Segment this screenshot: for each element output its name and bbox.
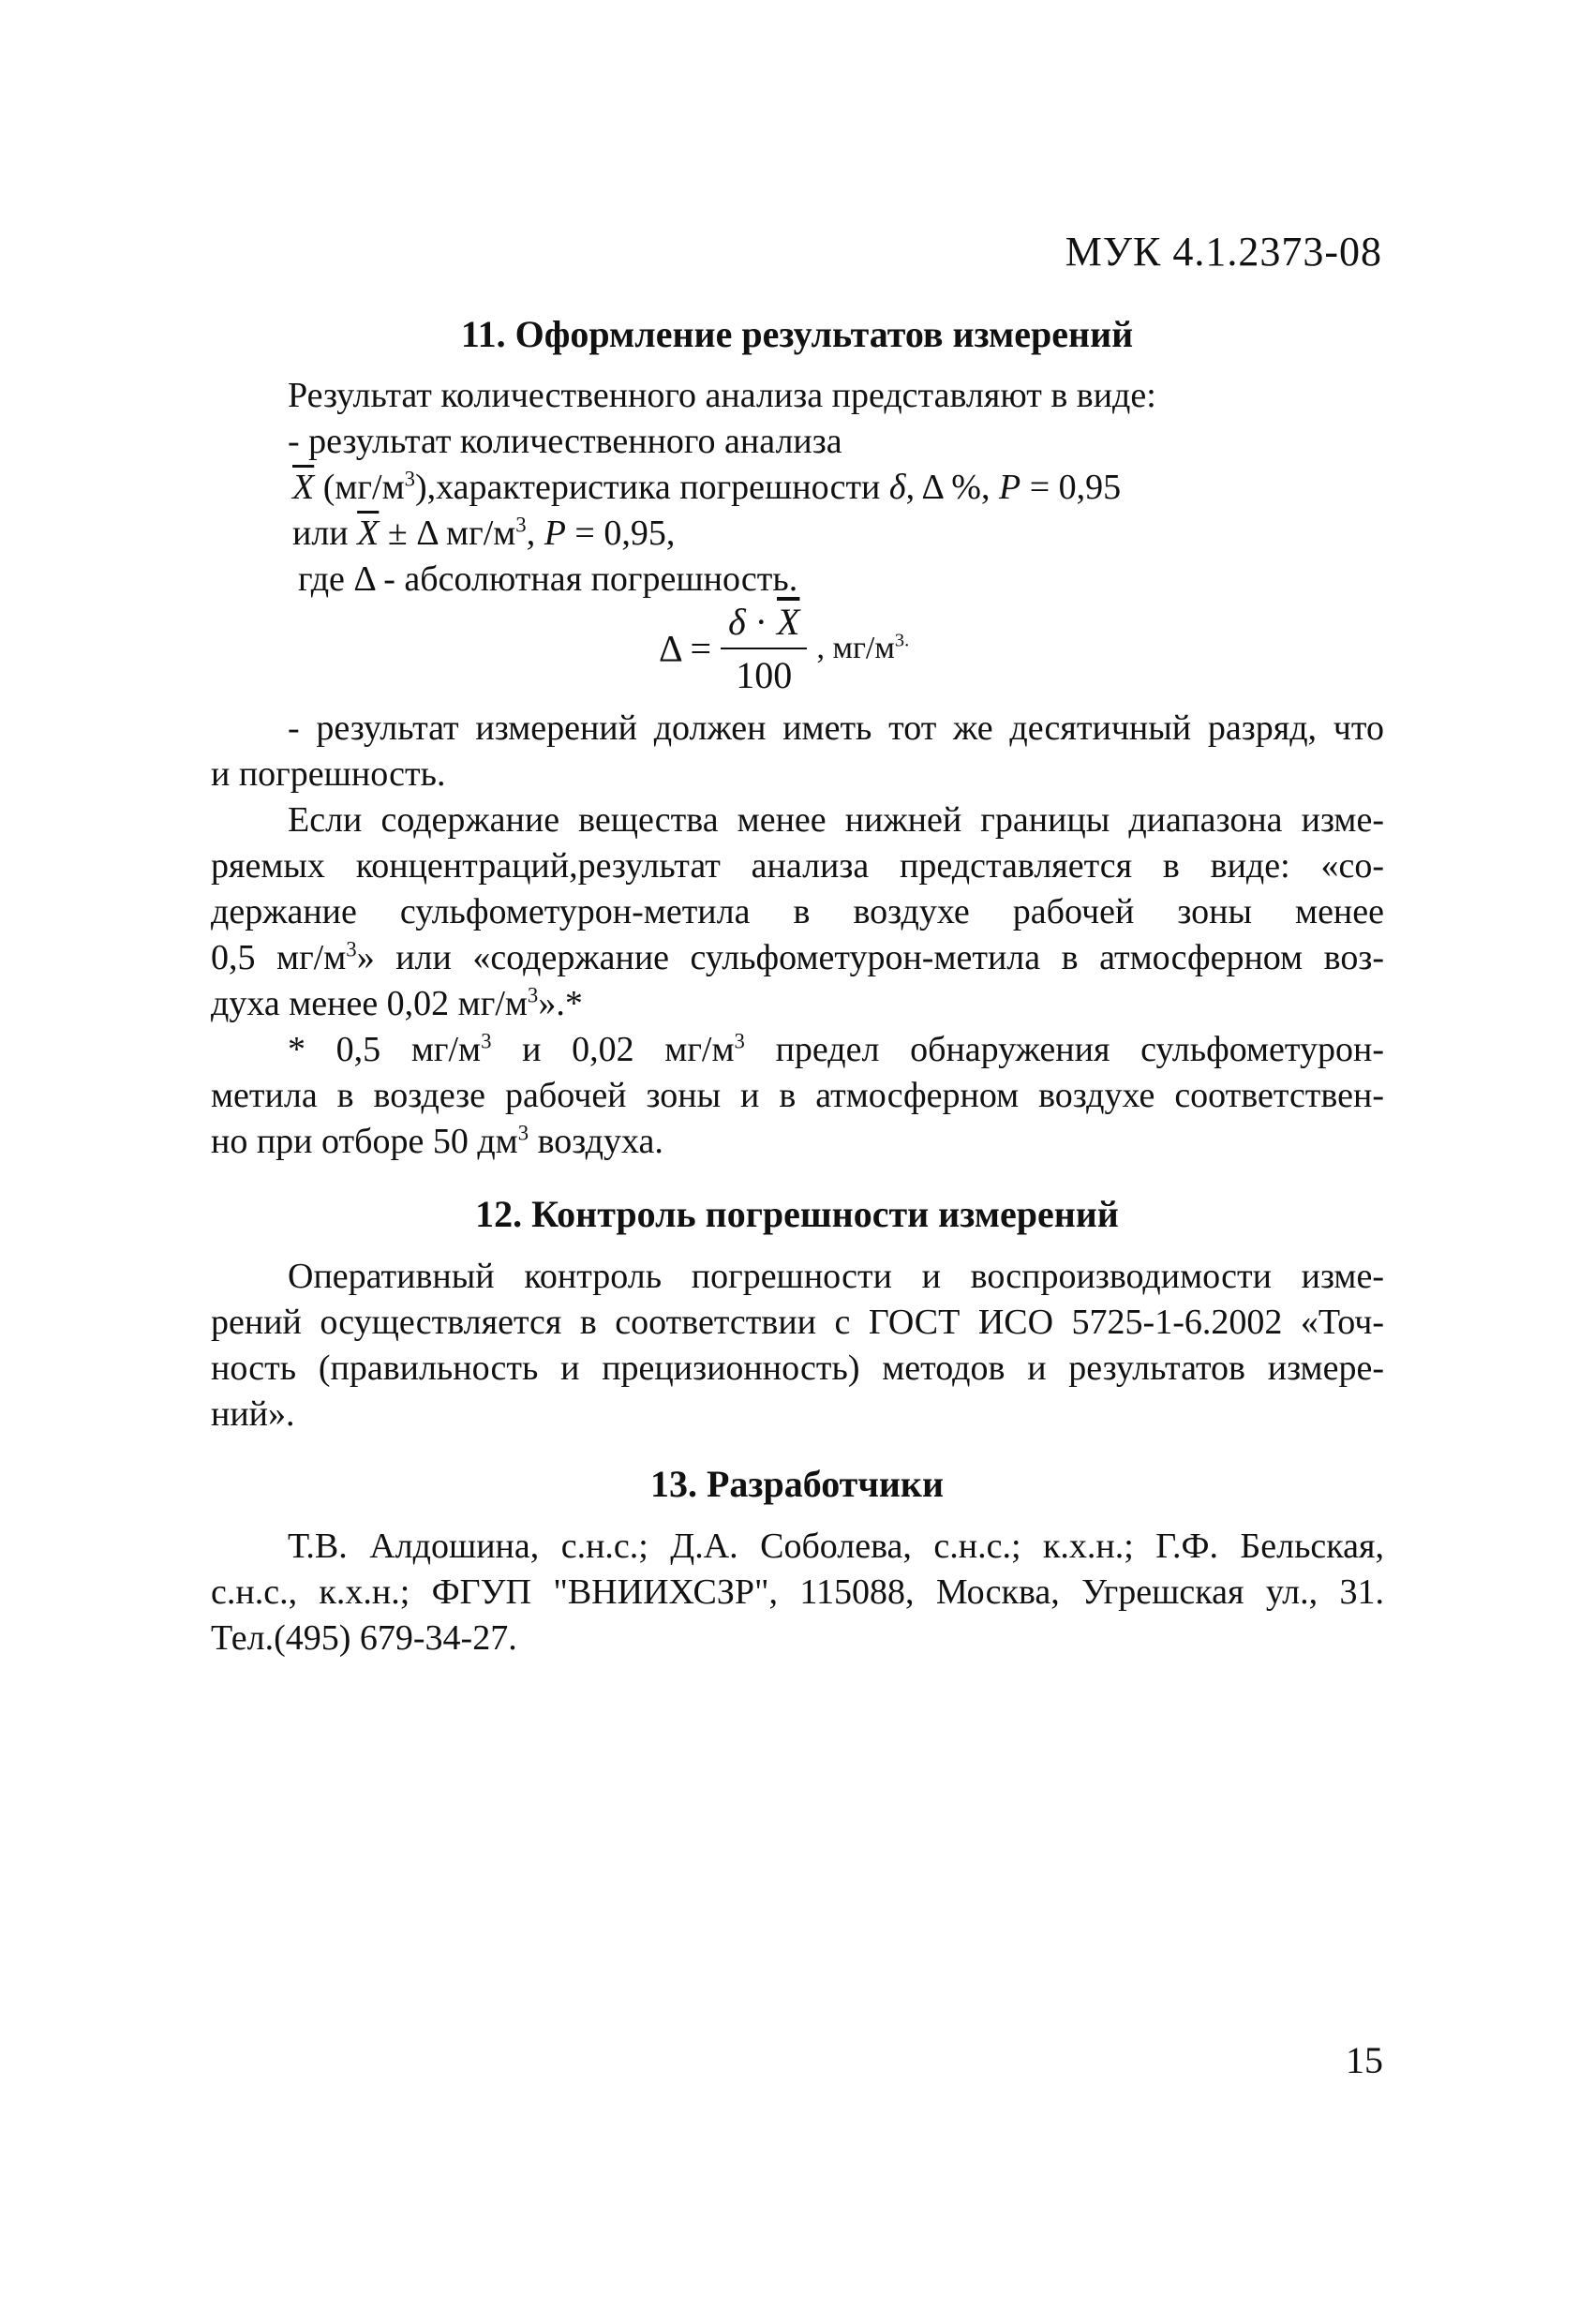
section-12-line2: рений осуществляется в соответствии с ГОСТ ИСО 5725-1-6.2002 «Точ-: [211, 1303, 1384, 1342]
formula-lhs: Δ =: [659, 627, 712, 670]
formula-fraction: [721, 600, 807, 697]
section-13-line1: Т.В. Алдошина, с.н.с.; Д.А. Соболева, с.н.с.; к.х.н.; Г.Ф. Бельская,: [288, 1527, 1384, 1566]
section-11-intro: Результат количественного анализа представляют в виде:: [288, 376, 1156, 415]
section-12-title: 12. Контроль погрешности измерений: [475, 1193, 1119, 1235]
section-11-characteristic-line: $\overline{X}$ $(мг/м^3),характеристика$ погрешности δ, Δ %, P = 0,95: [292, 467, 1122, 507]
section-11-note-line3: но при отборе 50 $дм^3$ воздуха.: [211, 1121, 663, 1161]
section-11-note-line2: метила в воздезе рабочей зоны и в атмосферном воздухе соответствен-: [211, 1076, 1384, 1115]
section-13-title: 13. Разработчики: [649, 1463, 945, 1505]
section-11-p2-line3: держание сульфометурон-метила в воздухе рабочей зоны менее: [211, 892, 1384, 931]
section-11-p2-line1: Если содержание вещества менее нижней границы диапазона изме-: [288, 800, 1384, 840]
section-11-p2-line2: ряемых концентраций,результат анализа представляется в виде: «со-: [211, 846, 1384, 886]
section-13-line3: Тел.(495) 679-34-27.: [211, 1618, 517, 1658]
section-11-item2-line1: - результат измерений должен иметь тот же десятичный разряд, что: [288, 708, 1384, 748]
formula-numerator: $\delta \cdot \overline{X}$: [721, 600, 807, 649]
formula-unit: , $мг/м^{3.}$: [816, 630, 910, 665]
formula-denominator: 100: [736, 654, 793, 696]
page-number: 15: [1346, 2039, 1383, 2081]
section-11-where-line: где Δ - абсолютная погрешность.: [298, 559, 798, 599]
section-12-line4: ний».: [211, 1394, 295, 1434]
document-code: МУК 4.1.2373-08: [1065, 229, 1382, 275]
section-12-line3: ность (правильность и прецизионность) методов и результатов измере-: [211, 1348, 1384, 1388]
section-11-item1: - результат количественного анализа: [288, 422, 842, 461]
section-12-line1: Оперативный контроль погрешности и воспроизводимости изме-: [288, 1257, 1384, 1296]
section-11-item2-line2: и погрешность.: [211, 754, 446, 794]
section-11-title: 11. Оформление результатов измерений: [460, 313, 1134, 355]
delta-formula: [659, 600, 909, 697]
section-11-note-line1: * 0,5 $мг/м^3$ и 0,02 $мг/м^3$ предел обнаружения сульфометурон-: [288, 1029, 1384, 1069]
section-11-or-line: или $\overline{X} \pm \Delta$ $мг/м^3$, P = 0,95,: [292, 513, 676, 553]
x-mean-symbol: $\overline{X}$: [357, 514, 380, 553]
x-mean-symbol: $\overline{X}$: [292, 468, 315, 507]
section-11-p2-line4: 0,5 $мг/м^3$» или «содержание сульфометурон-метила в атмосферном воз-: [211, 937, 1384, 977]
section-11-p2-line5: духа менее 0,02 $мг/м^3».*$: [211, 983, 583, 1023]
section-13-line2: с.н.с., к.х.н.; ФГУП "ВНИИХСЗР", 115088, Москва, Угрешская ул., 31.: [211, 1572, 1384, 1612]
